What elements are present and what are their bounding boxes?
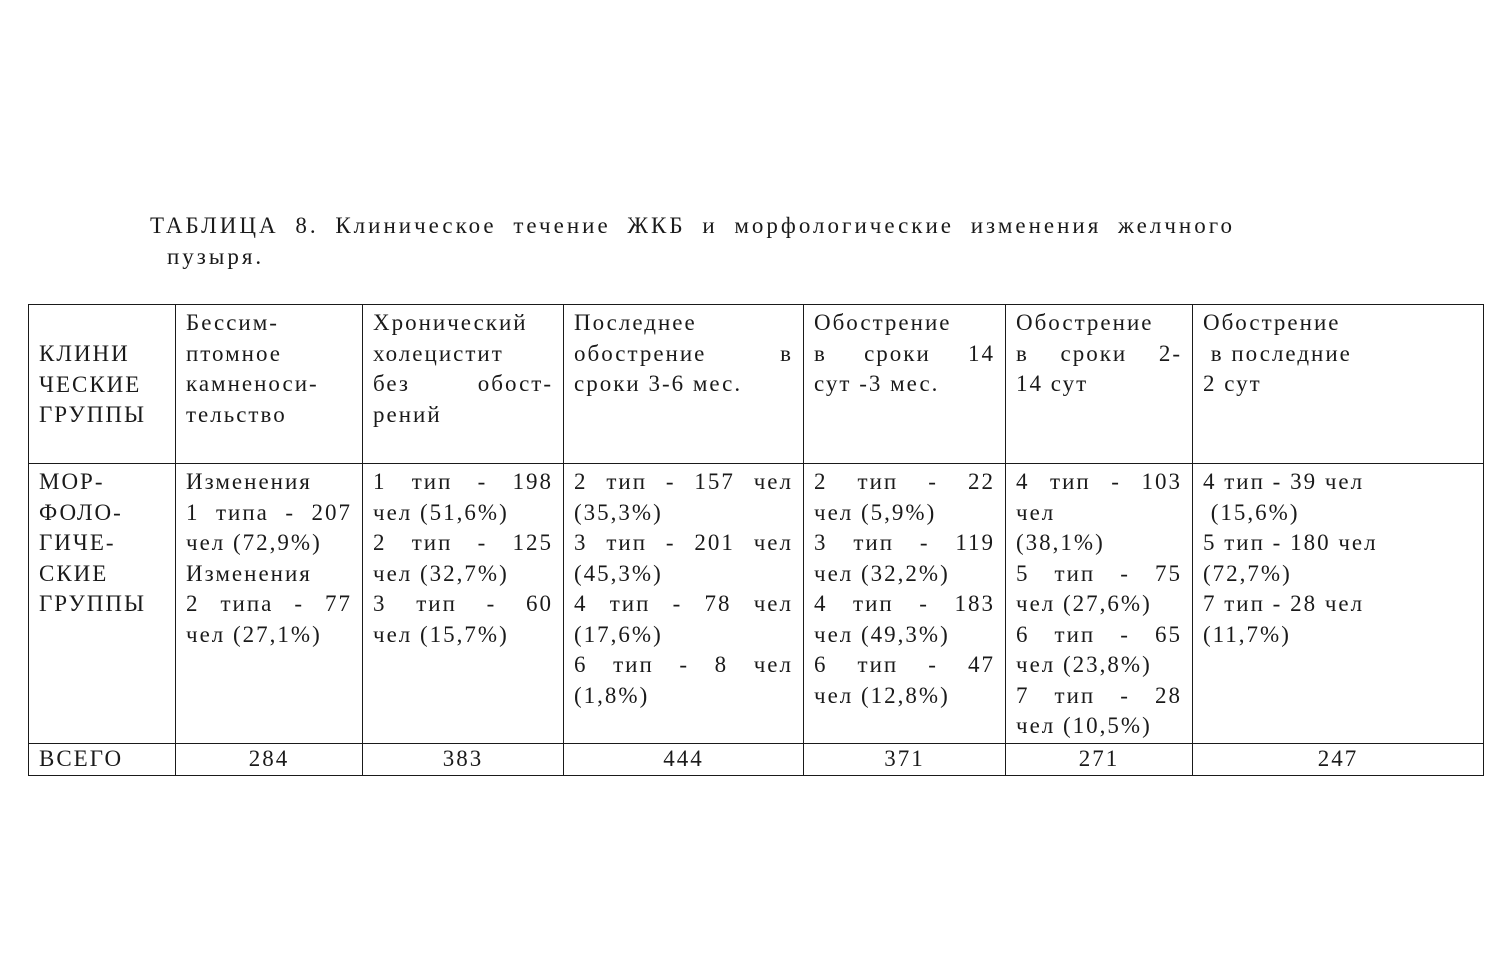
header-row [29, 305, 1484, 464]
cell-line: чел (49,3%) [814, 621, 950, 647]
clinical-morphology-table [28, 304, 1484, 776]
table-caption [150, 210, 1400, 272]
morphology-cell-last-exacerbation [564, 464, 804, 744]
cell-line: КЛИНИ [39, 341, 130, 366]
cell-line: птомное [186, 340, 282, 366]
cell-line: чел (27,1%) [186, 621, 322, 647]
cell-line: (35,3%) [574, 499, 663, 525]
total-value: 284 [176, 744, 363, 776]
header-cell-asymptomatic [176, 305, 363, 464]
total-label: ВСЕГО [29, 744, 176, 776]
caption-line-2: пузыря. [167, 244, 265, 269]
cell-line: 6 тип - 65 [1016, 621, 1182, 647]
cell-line: чел (5,9%) [814, 499, 937, 525]
cell-line: (38,1%) [1016, 530, 1105, 555]
cell-line: чел (15,7%) [373, 621, 509, 647]
header-cell-exacerbation-14d-3m [804, 305, 1006, 464]
cell-line: 3 тип - 60 [373, 591, 553, 616]
cell-line: рений [373, 401, 442, 427]
cell-line: 7 тип - 28 [1016, 682, 1182, 708]
cell-line: Обострение [814, 310, 952, 335]
morphology-groups-label-cell [29, 464, 176, 744]
cell-line: Обострение [1203, 310, 1341, 335]
header-cell-chronic [363, 305, 564, 464]
cell-line: ГРУППЫ [39, 402, 147, 427]
cell-line: чел [1016, 499, 1056, 525]
cell-line: 1 тип - 198 [373, 469, 553, 494]
cell-line: сроки 3-6 мес. [574, 371, 743, 396]
cell-line: 6 тип - 8 чел [574, 652, 793, 677]
cell-line: камненоси- [186, 371, 319, 396]
cell-line: чел (32,2%) [814, 560, 950, 586]
total-value: 371 [804, 744, 1006, 776]
caption-line-1: ТАБЛИЦА 8. Клиническое течение ЖКБ и морфологические изменения желчного [150, 213, 1236, 238]
cell-line: Обострение [1016, 310, 1154, 335]
cell-line: ГИЧЕ- [39, 530, 116, 555]
cell-line: 4 тип - 78 чел [574, 591, 793, 616]
cell-line: (17,6%) [574, 621, 663, 647]
cell-line: 4 тип - 103 [1016, 469, 1182, 494]
total-value: 271 [1006, 744, 1193, 776]
cell-line: 6 тип - 47 [814, 652, 995, 677]
clinical-groups-label-cell [29, 305, 176, 464]
cell-line: 4 тип - 183 [814, 591, 995, 616]
cell-line: 2 сут [1203, 371, 1262, 396]
cell-line: чел (10,5%) [1016, 713, 1152, 738]
morphology-row [29, 464, 1484, 744]
cell-line: 5 тип - 180 чел [1203, 530, 1378, 555]
cell-line: ЧЕСКИЕ [39, 371, 142, 397]
cell-line: 2 тип - 22 [814, 469, 995, 494]
total-value: 247 [1193, 744, 1484, 776]
morphology-cell-chronic [363, 464, 564, 744]
cell-line: Хронический [373, 310, 528, 335]
cell-line: 2 тип - 157 чел [574, 469, 793, 494]
cell-line: (11,7%) [1203, 621, 1291, 647]
cell-line: чел (27,6%) [1016, 591, 1152, 616]
cell-line: 3 тип - 119 [814, 530, 995, 555]
cell-line: (72,7%) [1203, 560, 1292, 586]
cell-line: чел (12,8%) [814, 682, 950, 708]
cell-line: ГРУППЫ [39, 591, 147, 616]
cell-line: СКИЕ [39, 560, 109, 586]
cell-line: в сроки 14 [814, 340, 995, 366]
morphology-cell-asymptomatic [176, 464, 363, 744]
cell-line: обострение в [574, 340, 793, 366]
cell-line: чел (23,8%) [1016, 652, 1152, 677]
cell-line: сут -3 мес. [814, 371, 940, 396]
cell-line: 14 сут [1016, 371, 1089, 396]
cell-line: 7 тип - 28 чел [1203, 591, 1365, 616]
cell-line: (1,8%) [574, 682, 650, 708]
morphology-cell-exacerbation-2-14d [1006, 464, 1193, 744]
cell-line: 1 типа - 207 [186, 499, 352, 525]
total-value: 383 [363, 744, 564, 776]
header-cell-exacerbation-last-2d [1193, 305, 1484, 464]
header-cell-exacerbation-2-14d [1006, 305, 1193, 464]
morphology-cell-exacerbation-14d-3m [804, 464, 1006, 744]
cell-line: чел (72,9%) [186, 530, 322, 555]
cell-line: (45,3%) [574, 560, 663, 586]
total-value: 444 [564, 744, 804, 776]
cell-line: в сроки 2- [1016, 340, 1182, 366]
cell-line: Бессим- [186, 310, 279, 335]
cell-line: Изменения [186, 560, 312, 586]
cell-line: холецистит [373, 340, 504, 366]
cell-line: без обост- [373, 371, 553, 396]
cell-line: 4 тип - 39 чел [1203, 469, 1365, 494]
header-cell-last-exacerbation [564, 305, 804, 464]
cell-line: 3 тип - 201 чел [574, 530, 793, 555]
cell-line: в последние [1203, 340, 1352, 366]
cell-line: (15,6%) [1203, 499, 1300, 525]
cell-line: Последнее [574, 310, 697, 335]
morphology-cell-exacerbation-last-2d [1193, 464, 1484, 744]
cell-line: 2 типа - 77 [186, 591, 352, 616]
cell-line: ФОЛО- [39, 499, 123, 525]
cell-line: Изменения [186, 469, 312, 494]
cell-line: 2 тип - 125 [373, 530, 553, 555]
cell-line: МОР- [39, 469, 105, 494]
cell-line: чел (32,7%) [373, 560, 509, 586]
cell-line: чел (51,6%) [373, 499, 509, 525]
cell-line: тельство [186, 401, 287, 427]
total-row [29, 744, 1484, 776]
cell-line: 5 тип - 75 [1016, 560, 1182, 586]
